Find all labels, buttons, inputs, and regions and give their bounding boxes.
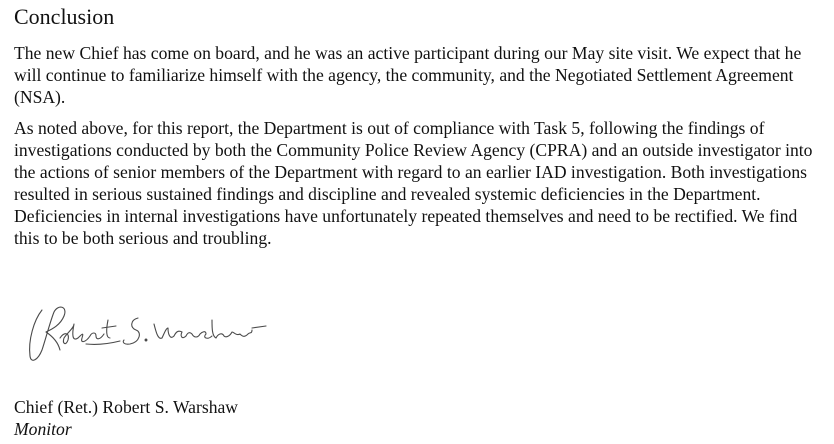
signer-title: Monitor (14, 419, 72, 439)
section-heading: Conclusion (14, 4, 115, 29)
signer-name: Chief (Ret.) Robert S. Warshaw (14, 397, 239, 417)
handwritten-signature (16, 298, 276, 378)
paragraph-compliance: As noted above, for this report, the Department is out of compliance with Task 5, following the findings of investigations conducted by both the Community Police Review Agency (CPRA) and an outside investigator into the actions of senior members of the Department with regard to an earlier IAD investigation. Both investigations resulted in serious sustained findings and discipline and revealed systemic deficiencies in the Department. Deficiencies in internal investigations have unfortunately repeated themselves and need to be rectified. We find this to be both serious and troubling. (14, 118, 813, 248)
paragraph-new-chief: The new Chief has come on board, and he was an active participant during our May site visit. We expect that he will continue to familiarize himself with the agency, the community, and the Negotiated Settlement Agreement (NSA). (14, 43, 802, 107)
document-page (14, 0, 824, 249)
signature-block (14, 396, 238, 440)
